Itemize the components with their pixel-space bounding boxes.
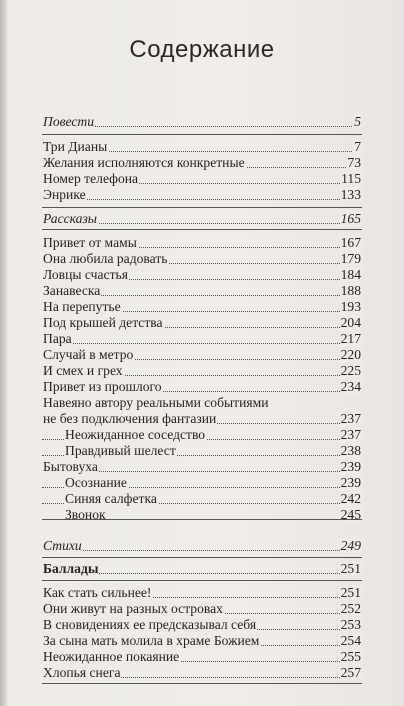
- toc-entry[interactable]: [42, 379, 362, 395]
- page-number: 237: [340, 427, 361, 442]
- page-number: 73: [347, 155, 361, 170]
- toc-subentry[interactable]: [42, 475, 362, 491]
- entry-title: Они живут на разных островах: [43, 601, 223, 616]
- toc-entry[interactable]: [42, 171, 362, 187]
- toc-entry[interactable]: [42, 617, 362, 633]
- entry-title: Как стать сильнее!: [43, 585, 152, 600]
- toc-entry[interactable]: [42, 585, 362, 601]
- page-number: 167: [340, 235, 361, 250]
- divider: [42, 580, 362, 581]
- page-number: 220: [340, 347, 361, 362]
- page-number: 184: [340, 267, 361, 282]
- page-number: 239: [340, 459, 361, 474]
- toc-entry[interactable]: [42, 235, 362, 251]
- toc-entry[interactable]: [42, 459, 362, 475]
- entry-title: не без подключения фантазии: [43, 411, 217, 426]
- toc-entry[interactable]: [42, 601, 362, 617]
- entry-title: И смех и грех: [43, 363, 123, 378]
- page-number: 115: [341, 171, 361, 186]
- page-number: 5: [354, 114, 361, 129]
- entry-title: Она любила радовать: [43, 251, 168, 266]
- section-stikhi[interactable]: [42, 538, 362, 554]
- page-number: 7: [354, 139, 361, 154]
- page-number: 251: [340, 585, 361, 600]
- entry-title: Баллады: [43, 561, 99, 576]
- toc-entry[interactable]: [42, 283, 362, 299]
- toc-subentry[interactable]: [42, 427, 362, 443]
- entry-title: Осознание: [65, 475, 127, 490]
- toc-entry[interactable]: [42, 363, 362, 379]
- page-number: 238: [340, 443, 361, 458]
- entry-title: Занавеска: [43, 283, 101, 298]
- page-number: 255: [340, 649, 361, 664]
- spine-shadow: [0, 0, 8, 706]
- entry-title: Ловцы счастья: [43, 267, 128, 282]
- page-number: 165: [340, 211, 361, 226]
- toc-entry[interactable]: [42, 347, 362, 363]
- entry-title: На перепутье: [43, 299, 121, 314]
- toc-entry[interactable]: [42, 649, 362, 665]
- page-number: 253: [340, 617, 361, 632]
- divider: [42, 519, 362, 520]
- page-number: 193: [340, 299, 361, 314]
- entry-title: Под крышей детства: [43, 315, 163, 330]
- section-heading: Рассказы: [43, 211, 97, 226]
- page-number: 225: [340, 363, 361, 378]
- divider: [42, 557, 362, 558]
- entry-title: Бытовуха: [43, 459, 98, 474]
- entry-title: Желания исполняются конкретные: [43, 155, 245, 170]
- toc-entry[interactable]: [42, 315, 362, 331]
- entry-title: Навеяно автору реальными событиями: [43, 395, 269, 410]
- entry-title: Привет из прошлого: [43, 379, 162, 394]
- page-number: 239: [340, 475, 361, 490]
- page-number: 249: [340, 538, 361, 553]
- entry-title: Неожиданное соседство: [65, 427, 206, 442]
- entry-title: Хлопья снега: [43, 665, 121, 680]
- page-title: Содержание: [129, 36, 275, 63]
- page-number: 252: [340, 601, 361, 616]
- entry-title: Энрике: [43, 187, 86, 202]
- toc-subentry[interactable]: [42, 491, 362, 507]
- page-number: 257: [340, 665, 361, 680]
- entry-title: Привет от мамы: [43, 235, 137, 250]
- entry-title: За сына мать молила в храме Божием: [43, 633, 260, 648]
- divider: [42, 134, 362, 135]
- toc-subentry[interactable]: [42, 443, 362, 459]
- entry-title: Неожиданное покаяние: [43, 649, 180, 664]
- section-rasskazy[interactable]: [42, 211, 362, 227]
- page-number: 242: [340, 491, 361, 506]
- toc-entry[interactable]: [42, 299, 362, 315]
- toc-entry[interactable]: [42, 633, 362, 649]
- divider: [42, 683, 362, 684]
- entry-title: Звонок: [65, 507, 106, 522]
- page-number: 217: [340, 331, 361, 346]
- entry-title: Правдивый шелест: [65, 443, 176, 458]
- entry-title: Номер телефона: [43, 171, 139, 186]
- entry-title: Синяя салфетка: [65, 491, 157, 506]
- toc-entry-ballady[interactable]: [42, 561, 362, 577]
- toc-entry-multiline-line2[interactable]: [42, 411, 362, 427]
- toc-entry[interactable]: [42, 155, 362, 171]
- page-number: 237: [340, 411, 361, 426]
- page-number: 188: [340, 283, 361, 298]
- page-number: 179: [340, 251, 361, 266]
- entry-title: Три Дианы: [43, 139, 108, 154]
- toc-entry[interactable]: [42, 267, 362, 283]
- page-number: 234: [340, 379, 361, 394]
- page-number: 133: [340, 187, 361, 202]
- toc-entry-multiline-line1[interactable]: [42, 395, 362, 411]
- page-number: 254: [340, 633, 361, 648]
- divider: [42, 207, 362, 208]
- toc-entry[interactable]: [42, 331, 362, 347]
- entry-title: В сновидениях ее предсказывал себя: [43, 617, 257, 632]
- section-povesti[interactable]: [42, 114, 362, 130]
- toc-entry[interactable]: [42, 251, 362, 267]
- toc-subentry[interactable]: [42, 507, 362, 523]
- entry-title: Пара: [43, 331, 72, 346]
- divider: [42, 229, 362, 230]
- page-number: 245: [340, 507, 361, 522]
- section-heading: Стихи: [43, 538, 82, 553]
- entry-title: Случай в метро: [43, 347, 134, 362]
- section-heading: Повести: [43, 114, 95, 129]
- toc-entry[interactable]: [42, 187, 362, 203]
- toc-entry[interactable]: [42, 139, 362, 155]
- toc-entry[interactable]: [42, 665, 362, 681]
- page-number: 251: [340, 561, 361, 576]
- page-number: 204: [340, 315, 361, 330]
